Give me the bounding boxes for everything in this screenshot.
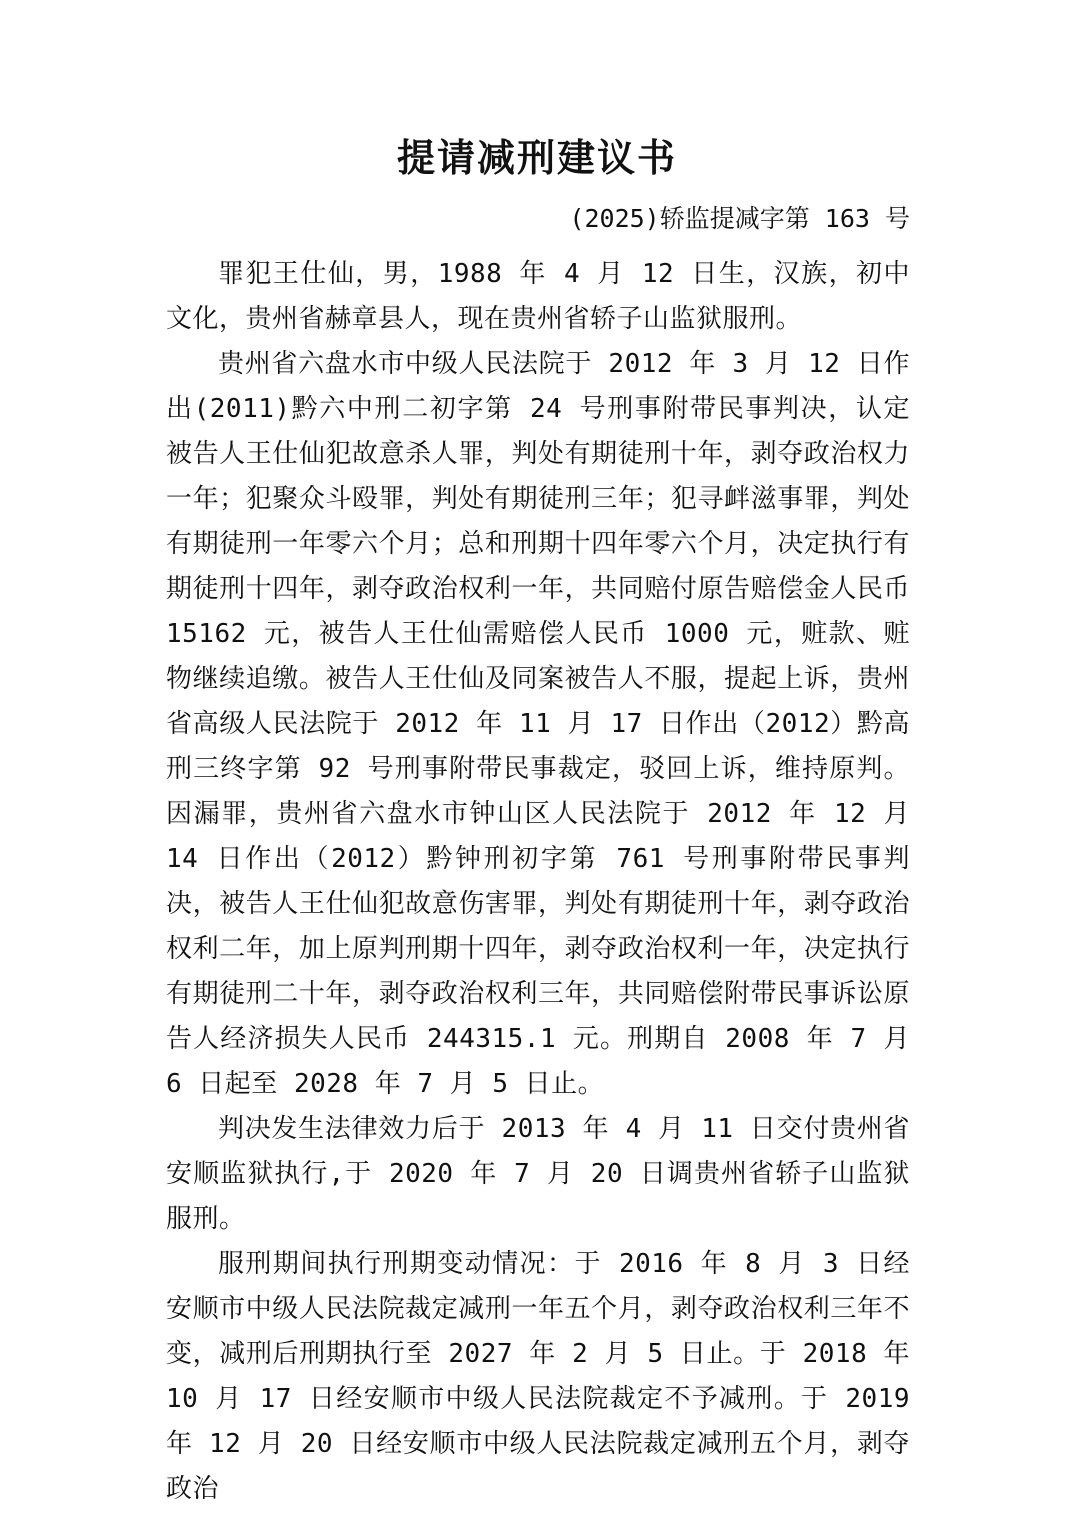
- document-body: [166, 252, 910, 1512]
- document-title: 提请减刑建议书: [396, 135, 677, 180]
- paragraph-criminal-info: 罪犯王仕仙，男，1988 年 4 月 12 日生，汉族，初中文化，贵州省赫章县人，现在贵州省轿子山监狱服刑。: [166, 259, 910, 334]
- paragraph-execution-transfer: 判决发生法律效力后于 2013 年 4 月 11 日交付贵州省安顺监狱执行,于 2020 年 7 月 20 日调贵州省轿子山监狱服刑。: [166, 1114, 910, 1234]
- paragraph-sentence-changes: 服刑期间执行刑期变动情况：于 2016 年 8 月 3 日经安顺市中级人民法院裁定减刑一年五个月，剥夺政治权利三年不变，减刑后刑期执行至 2027 年 2 月 5 日止。于 2018 年 10 月 17 日经安顺市中级人民法院裁定不予减刑。于 2019 年 12 月 20 日经安顺市中级人民法院裁定减刑五个月，剥夺政治: [166, 1249, 910, 1504]
- paragraph-judgment-history: 贵州省六盘水市中级人民法院于 2012 年 3 月 12 日作出(2011)黔六中刑二初字第 24 号刑事附带民事判决，认定被告人王仕仙犯故意杀人罪，判处有期徒刑十年，剥夺政治权力一年；犯聚众斗殴罪，判处有期徒刑三年；犯寻衅滋事罪，判处有期徒刑一年零六个月；总和刑期十四年零六个月，决定执行有期徒刑十四年，剥夺政治权利一年，共同赔付原告赔偿金人民币 15162 元，被告人王仕仙需赔偿人民币 1000 元，赃款、赃物继续追缴。被告人王仕仙及同案被告人不服，提起上诉，贵州省高级人民法院于 2012 年 11 月 17 日作出（2012）黔高刑三终字第 92 号刑事附带民事裁定，驳回上诉，维持原判。因漏罪，贵州省六盘水市钟山区人民法院于 2012 年 12 月 14 日作出（2012）黔钟刑初字第 761 号刑事附带民事判决，被告人王仕仙犯故意伤害罪，判处有期徒刑十年，剥夺政治权利二年，加上原判刑期十四年，剥夺政治权利一年，决定执行有期徒刑二十年，剥夺政治权利三年，共同赔偿附带民事诉讼原告人经济损失人民币 244315.1 元。刑期自 2008 年 7 月 6 日起至 2028 年 7 月 5 日止。: [166, 349, 910, 1099]
- document-number: (2025)轿监提减字第 163 号: [569, 204, 910, 233]
